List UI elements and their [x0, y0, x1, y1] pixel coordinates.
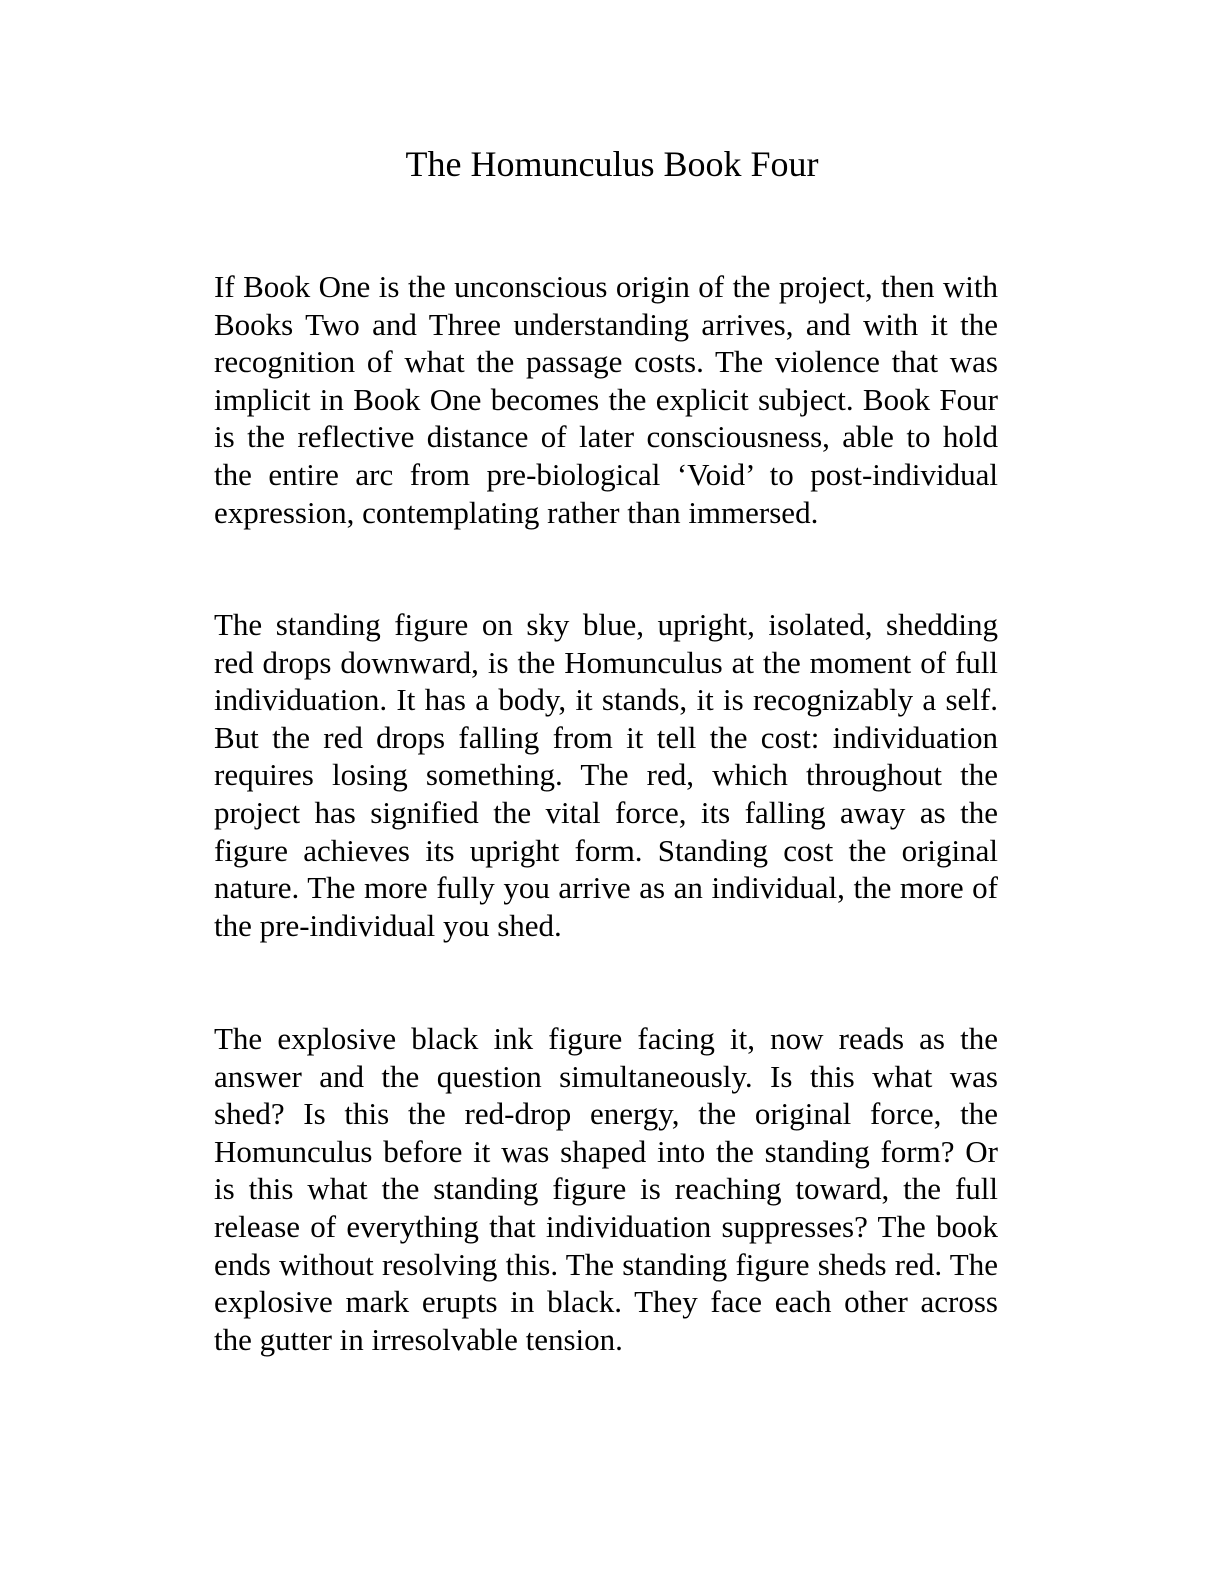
paragraph-3: The explosive black ink figure facing it, now reads as the answer and the question simultaneously. Is this what was shed? Is this the red-drop energy, the original force, the Homunculus before it was shaped into the standing form? Or is this what the standing figure is reaching toward, the full release of everything that individuation suppresses? The book ends without resolving this. The standing figure sheds red. The explosive mark erupts in black. They face each other across the gutter in irresolvable tension. [214, 1021, 998, 1357]
paragraph-1: If Book One is the unconscious origin of the project, then with Books Two and Three understanding arrives, and with it the recognition of what the passage costs. The violence that was implicit in Book One becomes the explicit subject. Book Four is the reflective distance of later consciousness, able to hold the entire arc from pre-biological ‘Void’ to post-individual expression, contemplating rather than immersed. [214, 269, 998, 530]
document-title: The Homunculus Book Four [405, 144, 819, 184]
paragraph-2: The standing figure on sky blue, upright, isolated, shedding red drops downward, is the Homunculus at the moment of full individuation. It has a body, it stands, it is recognizably a self. But the red drops falling from it tell the cost: individuation requires losing something. The red, which throughout the project has signified the vital force, its falling away as the figure achieves its upright form. Standing cost the original nature. The more fully you arrive as an individual, the more of the pre-individual you shed. [214, 607, 998, 943]
